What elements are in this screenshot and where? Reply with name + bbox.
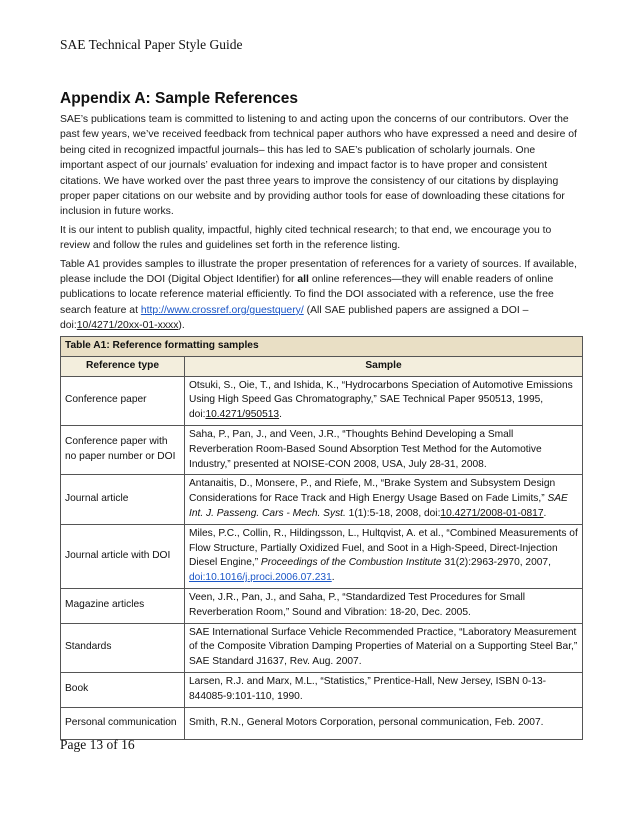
table-caption-row: [61, 337, 583, 357]
sample-journal-title: Proceedings of the Combustion Institute: [260, 557, 442, 569]
sample-doi-link[interactable]: doi:10.1016/j.proci.2006.07.231: [189, 572, 332, 584]
paragraph-text: Table A1 provides samples to illustrate the proper presentation of references for a variety of sources. If available, please include the DOI (Digital Object Identifier) for: [60, 258, 577, 286]
table-row: [61, 524, 583, 588]
reference-samples-table: [60, 336, 583, 740]
table-row: [61, 623, 583, 672]
sample-text: Antanaitis, D., Monsere, P., and Riefe, M., “Brake System and Subsystem Design Considerations for Race Track and High Energy Usage Based on Fade Limits,”: [189, 478, 556, 505]
reference-type-cell: Magazine articles: [61, 588, 185, 623]
sample-doi: 10.4271/2008-01-0817: [440, 507, 544, 519]
page-number: Page 13 of 16: [60, 737, 135, 752]
doi-example: 10/4271/20xx-01-xxxx: [76, 320, 179, 332]
reference-type-cell: Standards: [61, 623, 185, 672]
sample-cell: [185, 475, 583, 524]
sample-cell: Saha, P., Pan, J., and Veen, J.R., “Thoughts Behind Developing a Small Reverberation Room-Based Sound Absorption Test Method for the Automotive Industry,” presented at NOISE-CON 2008, USA, July 28-31, 2008.: [185, 425, 583, 474]
sample-text: 1(1):5-18, 2008, doi:: [345, 507, 441, 519]
table-header-row: [61, 356, 583, 376]
emphasis-all: all: [297, 274, 309, 286]
table-row: [61, 707, 583, 739]
reference-type-cell: Personal communication: [61, 707, 185, 739]
reference-type-cell: Journal article with DOI: [61, 524, 185, 588]
table-row: [61, 376, 583, 425]
sample-cell: SAE International Surface Vehicle Recommended Practice, “Laboratory Measurement of the Composite Vibration Damping Properties of Material on a Supporting Steel Bar,” SAE Standard J1637, Rev. Aug. 2007.: [185, 623, 583, 672]
paragraph-table-description: [60, 257, 581, 334]
paragraph-intent: It is our intent to publish quality, impactful, highly cited technical research; to that end, we encourage you to review and follow the rules and guidelines set forth in the reference listing.: [60, 224, 552, 252]
sample-cell: Larsen, R.J. and Marx, M.L., “Statistics,” Prentice-Hall, New Jersey, ISBN 0-13-844085-9:101-110, 1990.: [185, 672, 583, 707]
sample-cell: Veen, J.R., Pan, J., and Saha, P., “Standardized Test Procedures for Small Reverberation Room,” Sound and Vibration: 18-20, Dec. 2005.: [185, 588, 583, 623]
reference-type-cell: Conference paper with no paper number or DOI: [61, 425, 185, 474]
sample-text: 31(2):2963-2970, 2007,: [441, 557, 551, 569]
reference-type-cell: Book: [61, 672, 185, 707]
sample-text: Miles, P.C., Collin, R., Hildingsson, L., Hultqvist, A. et al., “Combined Measurements of Flow Structure, Partially Oxidized Fuel, and Soot in a High-Speed, Direct-Injection Diesel Engine,”: [189, 527, 578, 569]
reference-type-cell: Journal article: [61, 475, 185, 524]
table-row: [61, 475, 583, 524]
table-row: [61, 425, 583, 474]
sample-text: .: [279, 409, 282, 421]
paragraph-text: online references—they will enable readers of online publications to locate reference material efficiently. To find the DOI associated with a reference, use the free search feature at: [60, 274, 554, 316]
running-header: SAE Technical Paper Style Guide: [60, 37, 243, 52]
sample-journal-title: SAE Int. J. Passeng. Cars - Mech. Syst.: [189, 493, 568, 519]
sample-text: .: [543, 507, 547, 519]
crossref-link[interactable]: http://www.crossref.org/guestquery/: [140, 304, 304, 316]
body-text: [60, 112, 581, 337]
column-header-sample: Sample: [185, 356, 583, 376]
table-row: [61, 588, 583, 623]
sample-cell: [185, 524, 583, 588]
sample-text: Otsuki, S., Oie, T., and Ishida, K., “Hydrocarbons Speciation of Automotive Emissions Using High Speed Gas Chromatography,” SAE Technical Paper 950513, 1995, doi:: [189, 379, 573, 421]
column-header-reference-type: Reference type: [61, 356, 185, 376]
sample-cell: Smith, R.N., General Motors Corporation, personal communication, Feb. 2007.: [185, 707, 583, 739]
reference-type-cell: Conference paper: [61, 376, 185, 425]
paragraph-text: (All SAE published papers are assigned a DOI – doi:: [60, 304, 529, 332]
paragraph-text: ).: [178, 320, 185, 332]
sample-cell: [185, 376, 583, 425]
paragraph-intro: SAE’s publications team is committed to listening to and acting upon the concerns of our contributors. Over the past few years, we’ve received feedback from technical paper authors who have expressed a need and desire of being cited in recognized impactful journals– this has led to SAE’s publication of scholarly journals. One important aspect of our journals’ evaluation for indexing and impact factor is to have proper and consistent citations. We have worked over the past three years to improve the consistency of our citations by displaying proper paper citations on our website and by providing author tools for ease of downloading these citations for inclusion in future works.: [60, 114, 577, 218]
table-row: [61, 672, 583, 707]
table-caption: Table A1: Reference formatting samples: [61, 337, 583, 357]
sample-doi: 10.4271/950513: [205, 409, 280, 421]
sample-text: .: [331, 572, 335, 584]
section-title: Appendix A: Sample References: [60, 90, 299, 107]
